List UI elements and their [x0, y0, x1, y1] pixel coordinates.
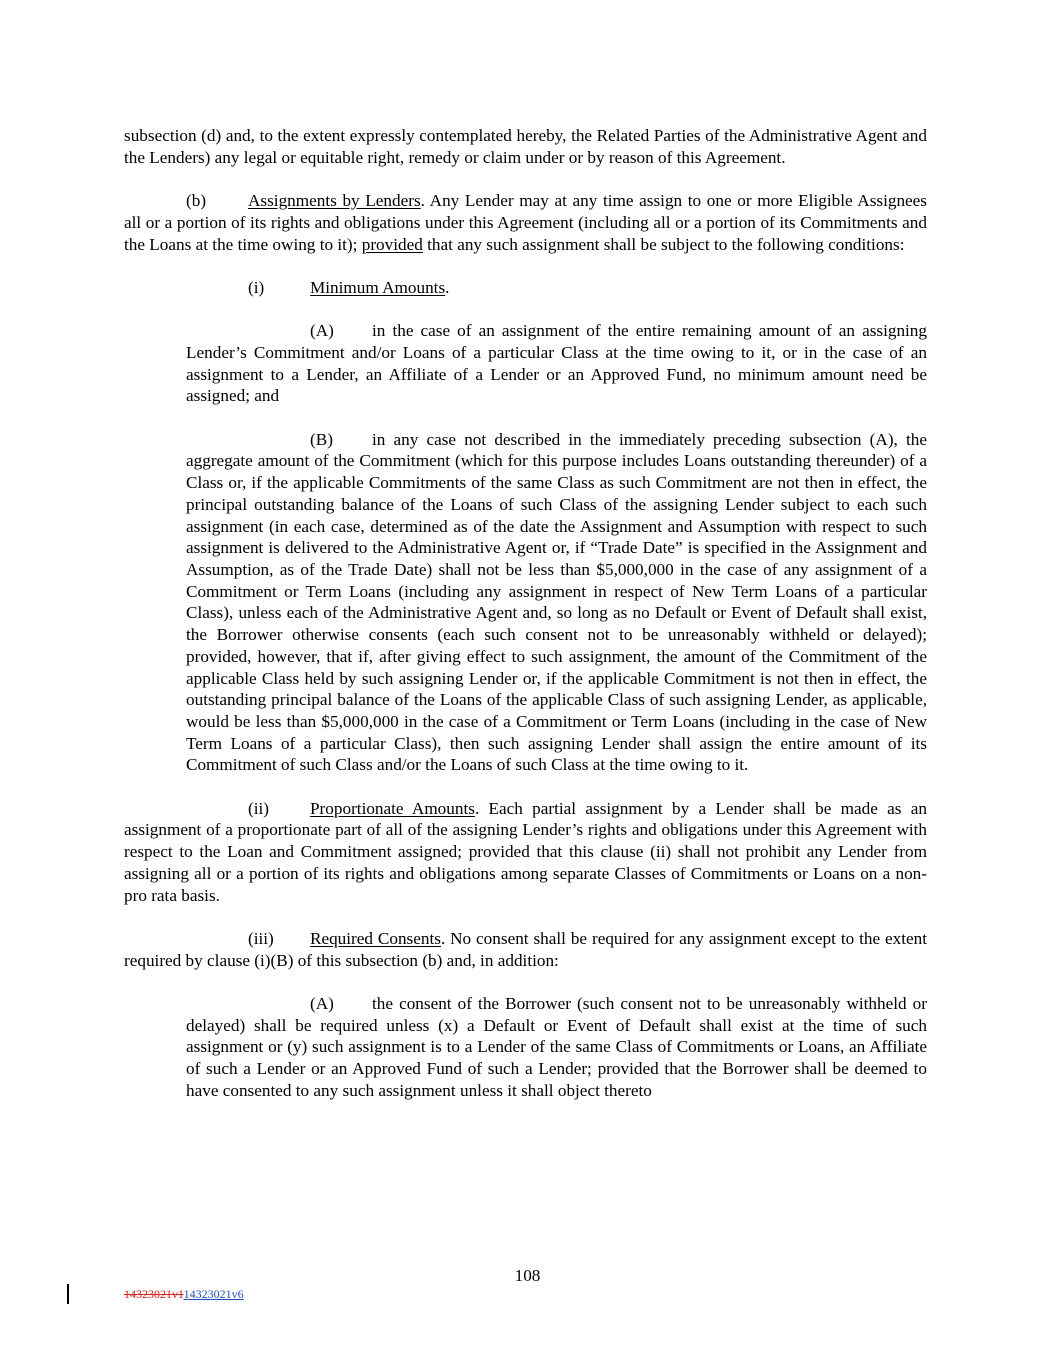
heading-assignments-by-lenders: Assignments by Lenders — [248, 191, 421, 211]
paragraph-b-text1: . Any Lender may at any time assign to one or more Eligible Assignees all or a portion of its rights and obligations under this Agreement (including all or a portion of its Commitments and the Loans at the time owing to it); — [124, 191, 927, 254]
provided-term: provided — [361, 234, 423, 254]
paragraph-i-b-text: in any case not described in the immediately preceding subsection (A), the aggregate amount of the Commitment (which for this purpose includes Loans outstanding thereunder) of a Class or, if the applicable Commitments of the same Class as such Commitment are not then in effect, the principal outstanding balance of the Loans of such Class of the assigning Lender subject to each such assignment (in each case, determined as of the date the Assignment and Assumption with respect to such assignment is delivered to the Administrative Agent or, if “Trade Date” is specified in the Assignment and Assumption, as of the Trade Date) shall not be less than $5,000,000 in the case of any assignment of a Commitment or Term Loans (including any assignment in respect of New Term Loans of a particular Class), unless each of the Administrative Agent and, so long as no Default or Event of Default shall exist, the Borrower otherwise consents (each such consent not to be unreasonably withheld or delayed); provided, however, that if, after giving effect to such assignment, the amount of the Commitment of the applicable Class held by such assigning Lender or, if the applicable Commitment is not then in effect, the outstanding principal balance of the Loans of the applicable Class of such assigning Lender, as applicable, would be less than $5,000,000 in the case of a Commitment or Term Loans (including in the case of New Term Loans of a particular Class), then such assigning Lender shall assign the entire amount of its Commitment of such Class and/or the Loans of such Class at the time owing to it. — [186, 429, 927, 775]
paragraph-iii — [124, 928, 927, 971]
paragraph-i-a-text: in the case of an assignment of the entire remaining amount of an assigning Lender’s Commitment and/or Loans of a particular Class at the time owing to it, or in the case of an assignment to a Lender, an Affiliate of a Lender or an Approved Fund, no minimum amount need be assigned; and — [186, 321, 927, 406]
paragraph-iii-text: . No consent shall be required for any assignment except to the extent required by clause (i)(B) of this subsection (b) and, in addition: — [124, 928, 927, 970]
paragraph-iii-a-text: the consent of the Borrower (such consent not to be unreasonably withheld or delayed) shall be required unless (x) a Default or Event of Default shall exist at the time of such assignment or (y) such assignment is to a Lender of the same Class of Commitments or Loans, an Affiliate of such a Lender or an Approved Fund of such a Lender; provided that the Borrower shall be deemed to have consented to any such assignment unless it shall object thereto — [186, 994, 927, 1100]
heading-minimum-amounts: Minimum Amounts — [310, 277, 446, 297]
label-iii-a: (A) — [310, 994, 334, 1014]
paragraph-b-text2: that any such assignment shall be subject to the following conditions: — [422, 234, 905, 254]
label-ii: (ii) — [248, 798, 269, 818]
document-body — [124, 125, 927, 1102]
heading-proportionate-amounts: Proportionate Amounts — [310, 798, 475, 818]
page-number: 108 — [514, 1266, 541, 1285]
label-i-b: (B) — [310, 429, 333, 449]
paragraph-i-text: . — [445, 277, 450, 297]
label-iii: (iii) — [248, 928, 274, 948]
paragraph-intro: subsection (d) and, to the extent expressly contemplated hereby, the Related Parties of the Administrative Agent and the Lenders) any legal or equitable right, remedy or claim under or by reason of this Agreement. — [124, 126, 927, 167]
label-b: (b) — [186, 191, 207, 211]
paragraph-b — [124, 190, 927, 255]
paragraph-i — [124, 277, 927, 299]
label-i: (i) — [248, 277, 265, 297]
paragraph-ii — [124, 798, 927, 907]
paragraph-i-a — [186, 320, 927, 407]
change-bar — [67, 1284, 69, 1304]
inserted-document-id: 14323021v6 — [183, 1287, 244, 1301]
paragraph-ii-text: . Each partial assignment by a Lender shall be made as an assignment of a proportionate part of all of the assigning Lender’s rights and obligations under this Agreement with respect to the Loan and Commitment assigned; provided that this clause (ii) shall not prohibit any Lender from assigning all or a portion of its rights and obligations among separate Classes of Commitments or Loans on a non-pro rata basis. — [124, 798, 927, 905]
heading-required-consents: Required Consents — [310, 928, 441, 948]
label-i-a: (A) — [310, 321, 334, 341]
deleted-document-id: 14323021v1 — [124, 1287, 184, 1301]
document-id-footer — [124, 1287, 244, 1301]
paragraph-i-b — [186, 429, 927, 776]
paragraph-iii-a — [186, 993, 927, 1102]
